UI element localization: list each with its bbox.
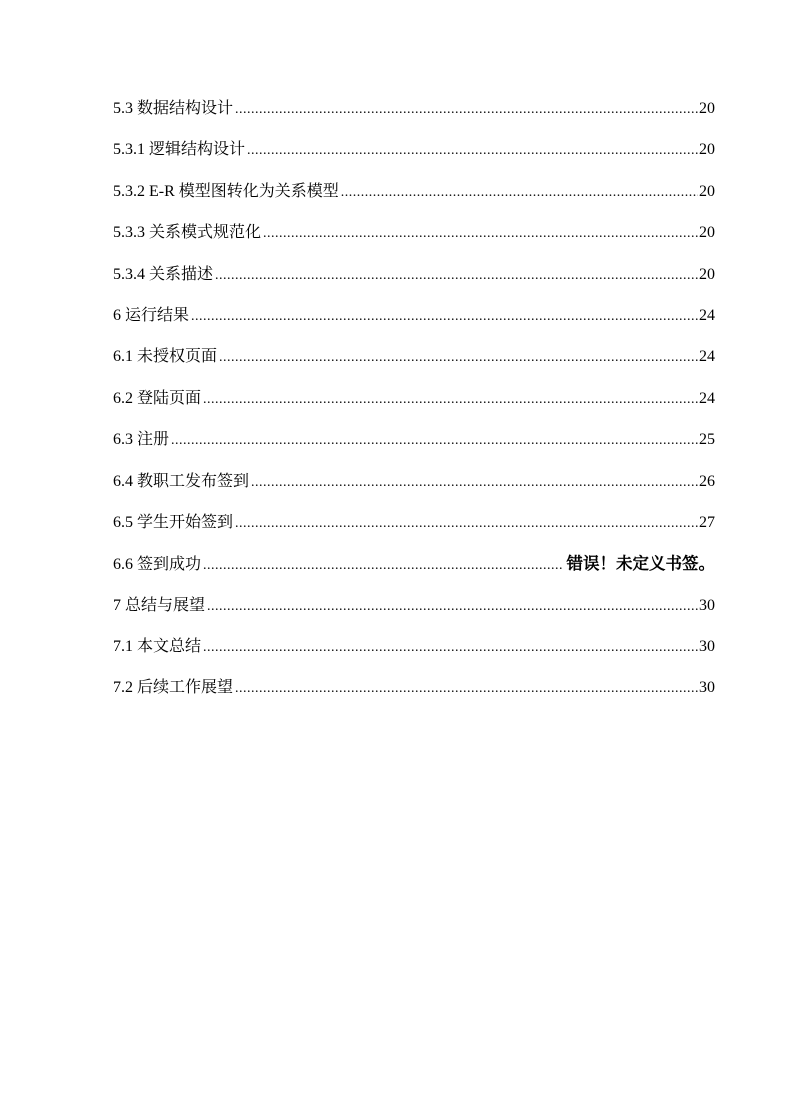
toc-entry-title: 6.3 注册	[113, 431, 170, 449]
toc-entry-title: 5.3.3 关系模式规范化	[113, 224, 262, 242]
toc-page-number: 20	[699, 265, 715, 283]
table-of-contents	[113, 95, 715, 716]
toc-entry-title: 7.1 本文总结	[113, 638, 202, 656]
toc-dot-leader	[247, 137, 698, 165]
toc-entry-title: 5.3.1 逻辑结构设计	[113, 141, 246, 159]
toc-dot-leader	[263, 220, 698, 248]
toc-entry-6-1[interactable]	[113, 343, 715, 384]
toc-page-number: 27	[699, 513, 715, 531]
toc-entry-6-2[interactable]	[113, 385, 715, 426]
toc-page-number: 24	[699, 348, 715, 366]
toc-dot-leader	[235, 675, 698, 703]
toc-dot-leader	[191, 303, 698, 331]
toc-entry-title: 5.3 数据结构设计	[113, 100, 234, 117]
toc-entry-title: 6.4 教职工发布签到	[113, 472, 250, 490]
toc-entry-5-3-1[interactable]	[113, 136, 715, 177]
toc-entry-title: 5.3.2 E-R 模型图转化为关系模型	[113, 182, 339, 200]
toc-entry-7[interactable]	[113, 592, 715, 633]
toc-dot-leader	[203, 386, 698, 414]
toc-dot-leader	[207, 593, 698, 621]
toc-page-number: 26	[699, 472, 715, 490]
toc-page-number: 30	[699, 596, 715, 614]
toc-entry-7-2[interactable]	[113, 674, 715, 715]
toc-page-number: 20	[699, 100, 715, 117]
toc-page-number: 30	[699, 638, 715, 656]
toc-entry-5-3-4[interactable]	[113, 261, 715, 302]
toc-entry-5-3[interactable]	[113, 95, 715, 136]
toc-entry-6-5[interactable]	[113, 509, 715, 550]
toc-dot-leader	[219, 344, 698, 372]
toc-entry-title: 7.2 后续工作展望	[113, 679, 234, 697]
toc-page-number: 25	[699, 431, 715, 449]
toc-entry-6-3[interactable]	[113, 426, 715, 467]
toc-entry-title: 7 总结与展望	[113, 596, 206, 614]
toc-dot-leader	[171, 427, 698, 455]
toc-entry-title: 5.3.4 关系描述	[113, 265, 214, 283]
toc-dot-leader	[215, 262, 698, 290]
toc-dot-leader	[341, 179, 698, 207]
toc-page-number: 30	[699, 679, 715, 697]
toc-entry-title: 6 运行结果	[113, 306, 190, 324]
toc-entry-6-6[interactable]	[113, 550, 715, 591]
toc-dot-leader	[235, 510, 698, 538]
toc-entry-6-4[interactable]	[113, 468, 715, 509]
toc-page-number: 24	[699, 306, 715, 324]
toc-entry-title: 6.2 登陆页面	[113, 389, 202, 407]
toc-entry-5-3-3[interactable]	[113, 219, 715, 260]
toc-entry-6[interactable]	[113, 302, 715, 343]
toc-dot-leader	[203, 634, 698, 662]
toc-dot-leader	[203, 552, 562, 580]
toc-page-number: 20	[699, 224, 715, 242]
toc-entry-5-3-2[interactable]	[113, 178, 715, 219]
toc-dot-leader	[235, 96, 698, 124]
toc-page-number: 20	[699, 182, 715, 200]
toc-page-number: 20	[699, 141, 715, 159]
toc-entry-title: 6.1 未授权页面	[113, 348, 218, 366]
toc-entry-title: 6.6 签到成功	[113, 556, 202, 574]
toc-bookmark-error-text: 错误！未定义书签。	[566, 554, 715, 574]
toc-dot-leader	[251, 469, 698, 497]
toc-entry-title: 6.5 学生开始签到	[113, 513, 234, 531]
toc-entry-7-1[interactable]	[113, 633, 715, 674]
toc-page-number: 24	[699, 389, 715, 407]
